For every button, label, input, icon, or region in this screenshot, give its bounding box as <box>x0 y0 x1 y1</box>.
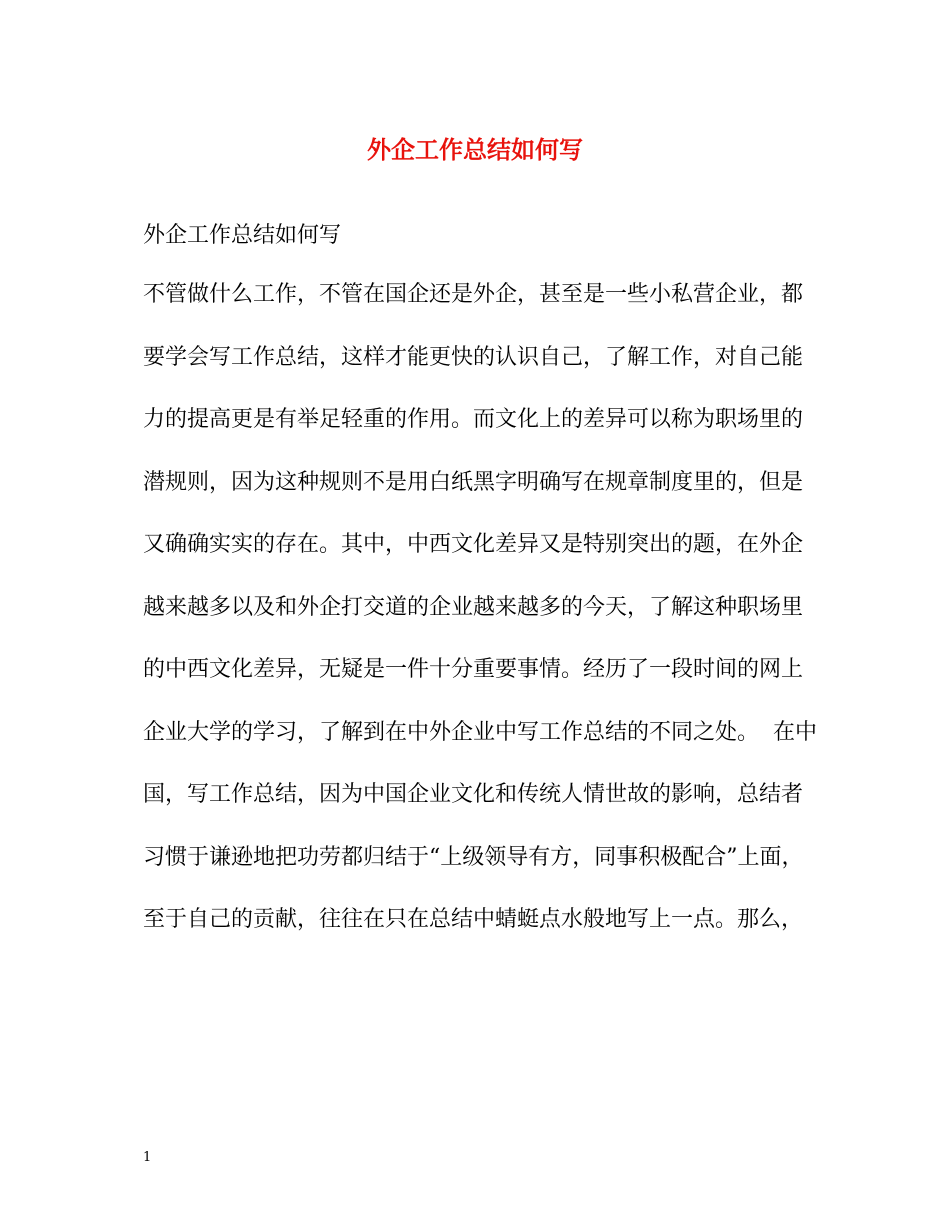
body-text-line: 越来越多以及和外企打交道的企业越来越多的今天，了解这种职场里 <box>143 594 804 620</box>
body-text-line: 习惯于谦逊地把功劳都归结于“上级领导有方，同事积极配合”上面， <box>143 844 804 870</box>
page-number: 1 <box>143 1150 152 1165</box>
body-text-line: 的中西文化差异，无疑是一件十分重要事情。经历了一段时间的网上 <box>143 657 804 682</box>
body-text-line: 要学会写工作总结，这样才能更快的认识自己，了解工作，对自己能 <box>143 344 804 370</box>
body-text-line: 潜规则，因为这种规则不是用白纸黑字明确写在规章制度里的，但是 <box>143 469 804 495</box>
document-title: 外企工作总结如何写 <box>367 135 583 164</box>
body-text-line: 企业大学的学习，了解到在中外企业中写工作总结的不同之处。 在中 <box>143 719 817 745</box>
body-text-line: 国，写工作总结，因为中国企业文化和传统人情世故的影响，总结者 <box>143 782 804 807</box>
body-text-line: 力的提高更是有举足轻重的作用。而文化上的差异可以称为职场里的 <box>143 407 804 432</box>
body-text-line: 至于自己的贡献，往往在只在总结中蜻蜓点水般地写上一点。那么， <box>143 907 804 932</box>
document-body <box>143 275 823 963</box>
body-text-line: 又确确实实的存在。其中，中西文化差异又是特别突出的题，在外企 <box>143 532 804 557</box>
body-text-line: 不管做什么工作，不管在国企还是外企，甚至是一些小私营企业，都 <box>143 282 804 307</box>
document-subtitle: 外企工作总结如何写 <box>143 223 342 248</box>
